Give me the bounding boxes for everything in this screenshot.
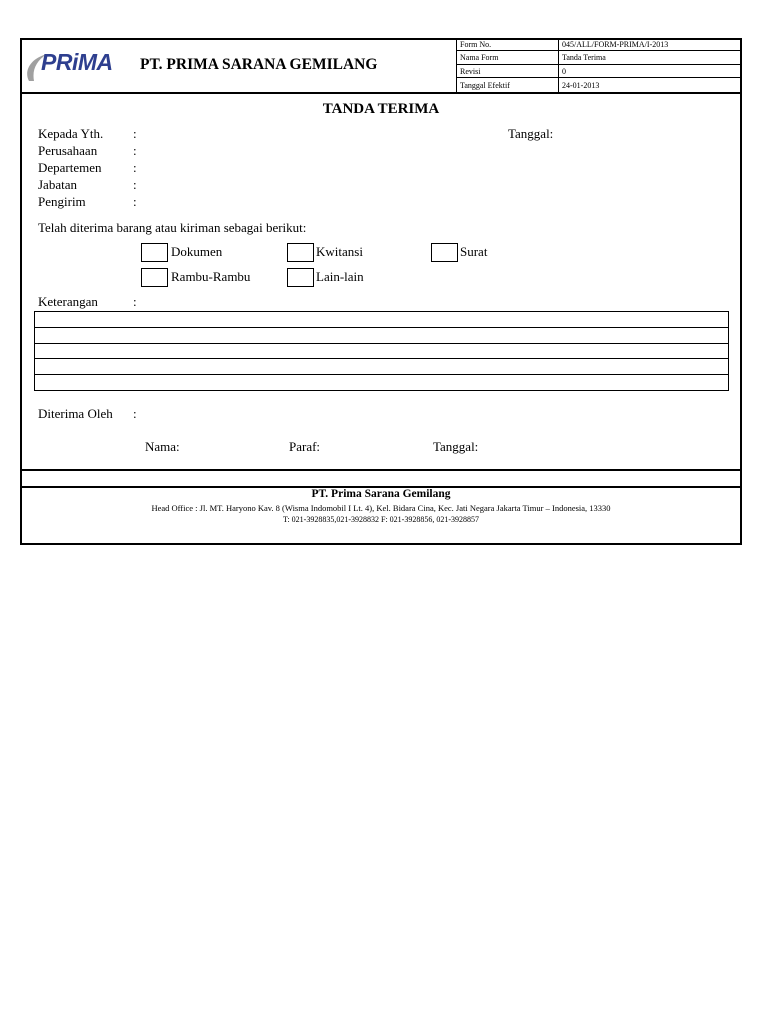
notes-label: Keterangan [38, 294, 98, 309]
notes-line[interactable] [35, 328, 728, 344]
field-label-perusahaan: Perusahaan [38, 143, 98, 158]
footer-address: Head Office : Jl. MT. Haryono Kav. 8 (Wisma Indomobil I Lt. 4), Kel. Bidara Cina, Kec. Jati Negara Jakarta Timur – Indonesia, 13330 [151, 503, 611, 513]
received-by-label: Diterima Oleh [38, 406, 113, 421]
meta-value: Tanda Terima [562, 53, 606, 62]
form-title: TANDA TERIMA [322, 101, 440, 117]
checkbox-dokumen[interactable] [141, 243, 168, 262]
logo-text: PRiMA [41, 50, 113, 75]
meta-row-form-no [457, 38, 742, 51]
received-by-colon: : [133, 406, 137, 421]
checkbox-rambu-rambu[interactable] [141, 268, 168, 287]
items-intro: Telah diterima barang atau kiriman sebagai berikut: [38, 220, 307, 235]
checkbox-label-surat: Surat [460, 244, 488, 259]
tanda-terima-form [20, 38, 742, 545]
notes-colon: : [133, 294, 137, 309]
prima-logo [26, 50, 118, 82]
meta-row-tanggal-efektif [457, 78, 742, 93]
field-colon: : [133, 126, 137, 141]
notes-line[interactable] [35, 312, 728, 328]
field-colon: : [133, 143, 137, 158]
notes-line[interactable] [35, 359, 728, 375]
footer-divider-top [20, 469, 742, 471]
checkbox-kwitansi[interactable] [287, 243, 314, 262]
footer-phone: T: 021-3928835,021-3928832 F: 021-3928856, 021-3928857 [282, 515, 480, 524]
name-label: Nama: [145, 439, 180, 454]
meta-row-nama-form [457, 51, 742, 65]
header-divider [20, 92, 742, 94]
paraf-label: Paraf: [289, 439, 321, 454]
receipt-date-label: Tanggal: [433, 439, 479, 454]
form-meta-table [456, 38, 742, 93]
checkbox-label-dokumen: Dokumen [171, 244, 223, 259]
checkbox-lain-lain[interactable] [287, 268, 314, 287]
field-label-jabatan: Jabatan [38, 177, 77, 192]
meta-label: Tanggal Efektif [457, 78, 559, 93]
date-label: Tanggal: [508, 126, 554, 141]
meta-value: 24-01-2013 [562, 81, 600, 90]
field-label-departemen: Departemen [38, 160, 102, 175]
meta-value: 045/ALL/FORM-PRIMA/I-2013 [562, 39, 669, 49]
field-colon: : [133, 177, 137, 192]
checkbox-label-rambu-rambu: Rambu-Rambu [171, 269, 251, 284]
meta-row-revisi [457, 65, 742, 78]
meta-label: Form No. [457, 38, 559, 50]
checkbox-surat[interactable] [431, 243, 458, 262]
meta-label: Nama Form [457, 51, 559, 64]
field-label-kepada-yth: Kepada Yth. [38, 126, 104, 141]
notes-lines-box [34, 311, 729, 391]
company-name: PT. PRIMA SARANA GEMILANG [140, 56, 378, 73]
meta-value: 0 [562, 66, 566, 76]
field-colon: : [133, 194, 137, 209]
checkbox-label-kwitansi: Kwitansi [316, 244, 363, 259]
checkbox-label-lain-lain: Lain-lain [316, 269, 364, 284]
field-label-pengirim: Pengirim [38, 194, 86, 209]
footer-company-name: PT. Prima Sarana Gemilang [311, 488, 451, 500]
notes-line[interactable] [35, 375, 728, 390]
notes-line[interactable] [35, 344, 728, 360]
field-colon: : [133, 160, 137, 175]
meta-label: Revisi [457, 65, 559, 77]
